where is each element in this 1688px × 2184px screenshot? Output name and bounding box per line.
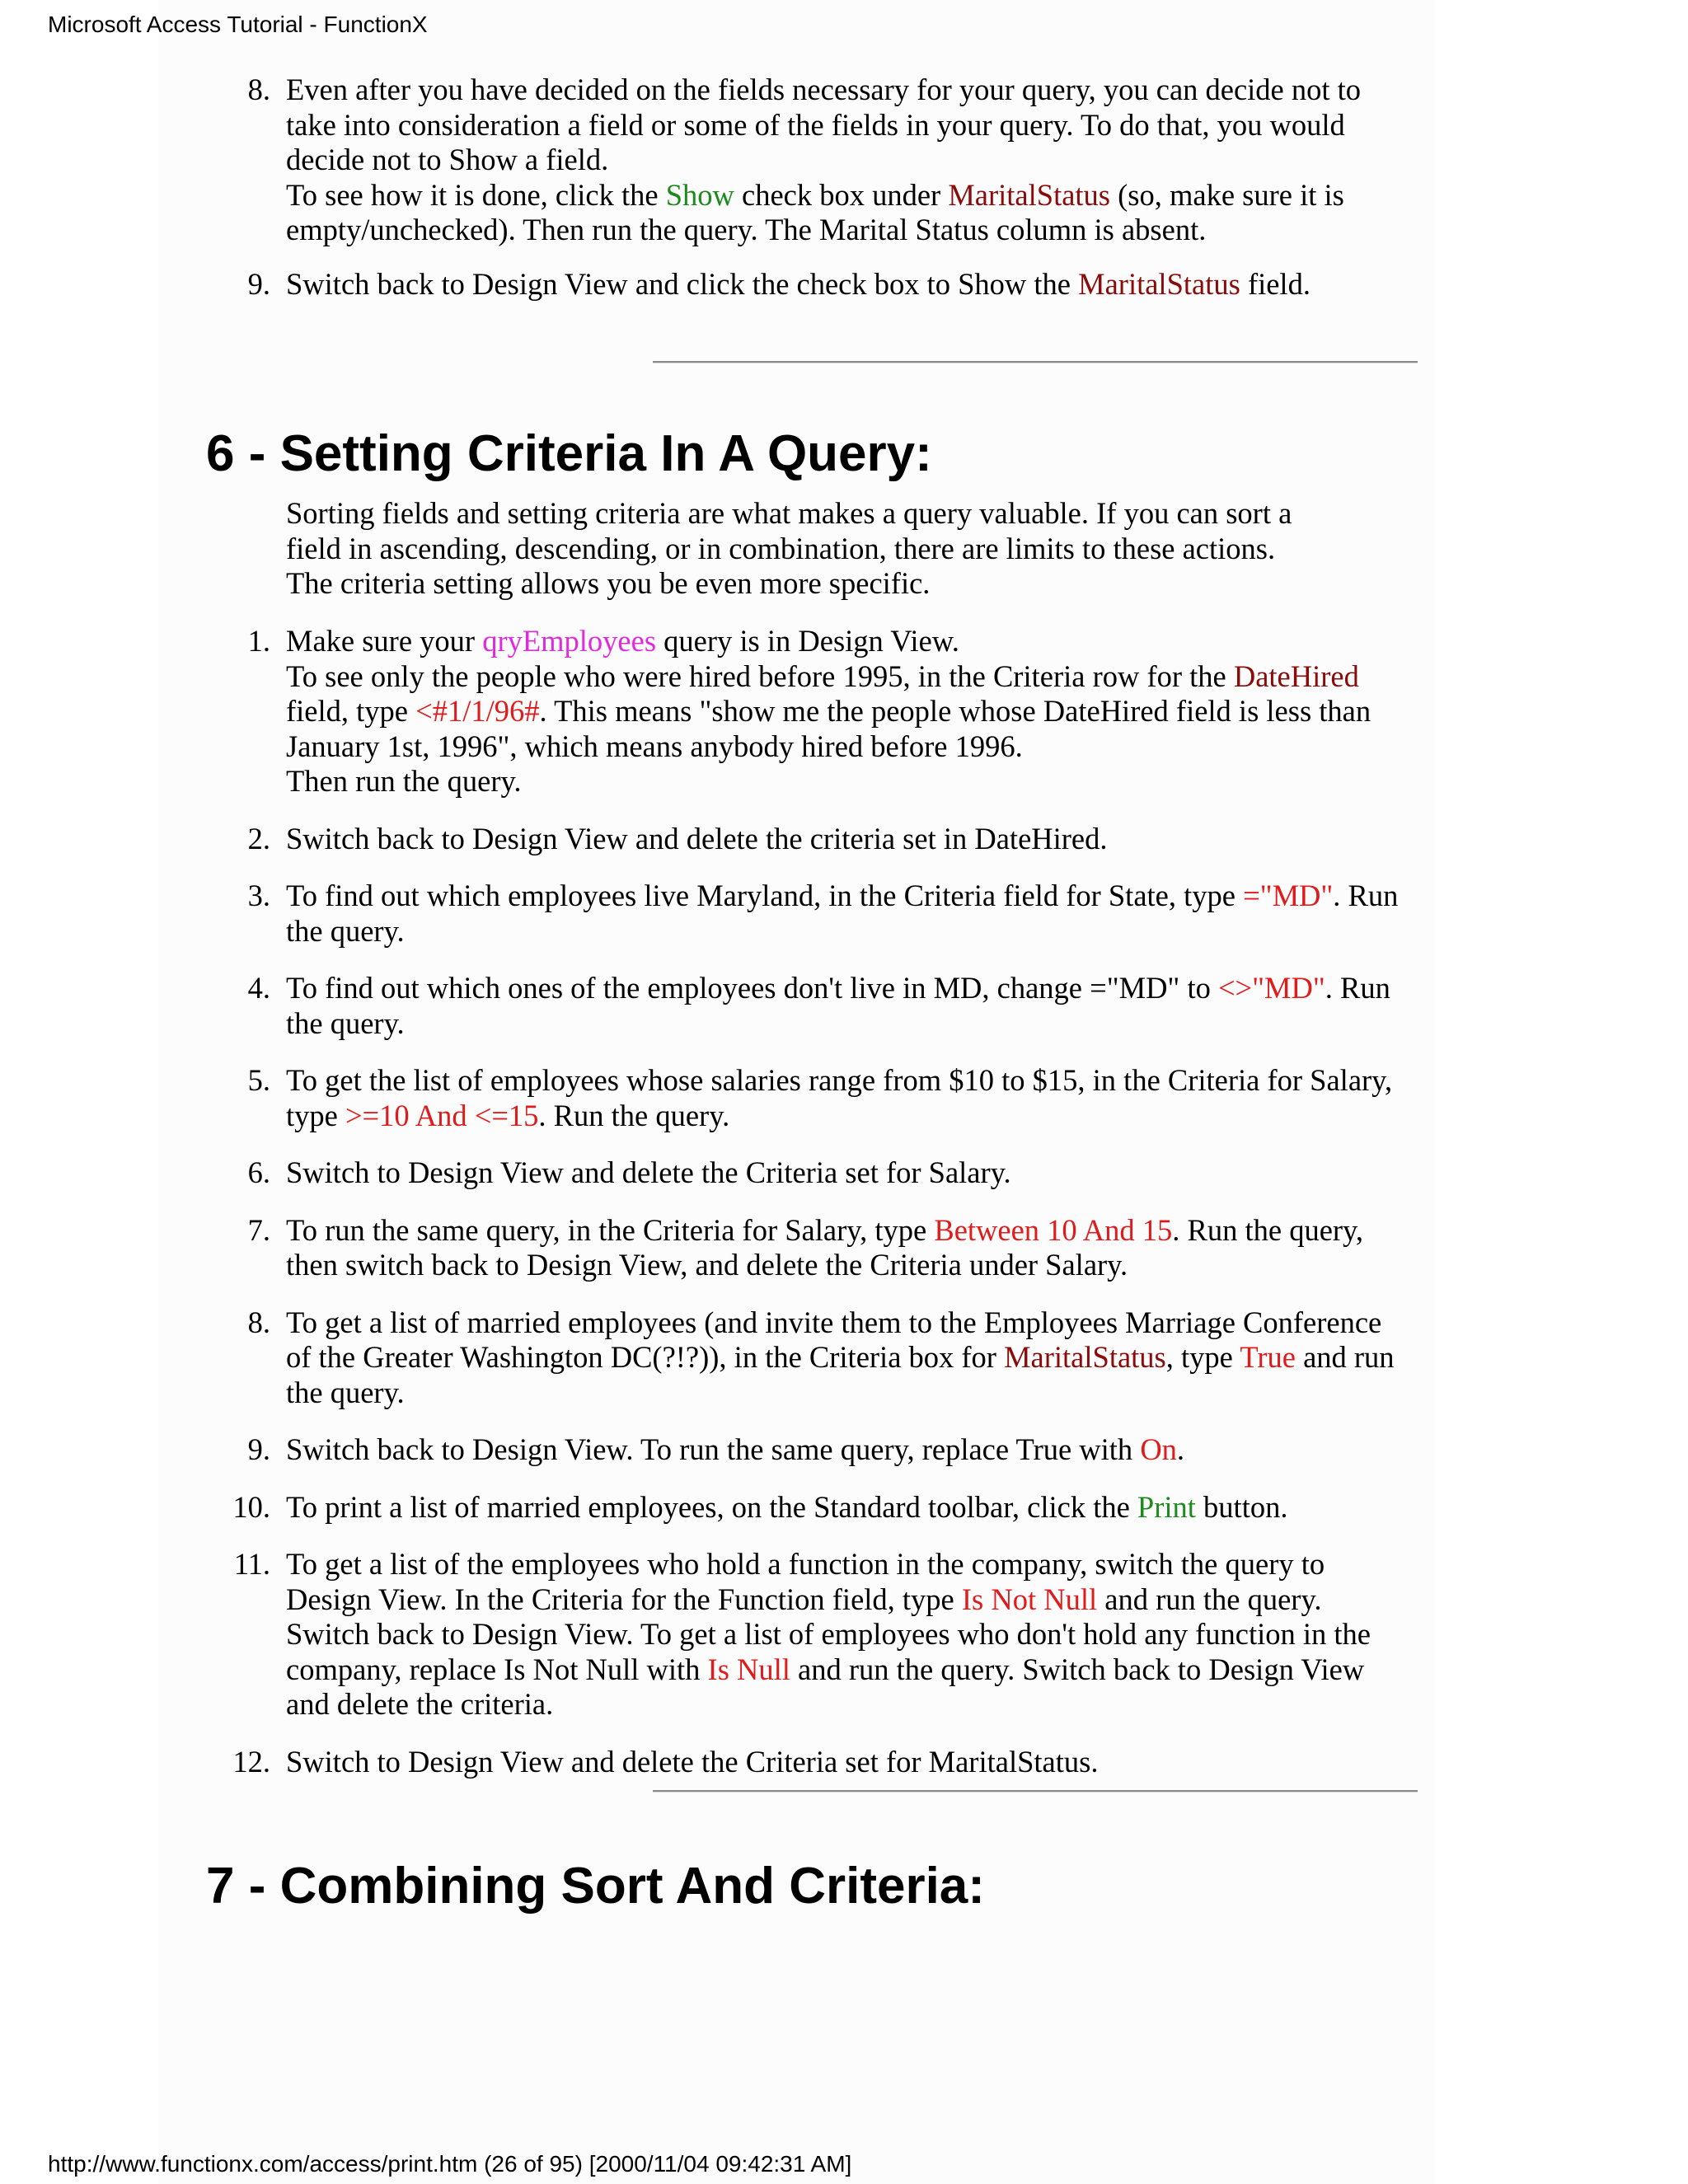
list-item: 8. To get a list of married employees (and invite them to the Employees Marriage Conference of the Greater Washington DC(?!?)), in the Criteria box for MaritalStatus, type True and run the query.	[0, 1305, 1432, 1411]
item-number: 10.	[232, 1489, 270, 1524]
field-name: MaritalStatus	[948, 177, 1111, 212]
criteria-expression: Between 10 And 15	[934, 1212, 1173, 1247]
item-number: 8.	[247, 73, 270, 106]
item-number: 6.	[247, 1155, 270, 1189]
item-number: 9.	[247, 1432, 270, 1466]
field-name: MaritalStatus	[1078, 267, 1240, 301]
list-item: 5. To get the list of employees whose salaries range from $10 to $15, in the Criteria for Salary, type >=10 And <=15. Run the query.	[0, 1063, 1432, 1133]
list-item: 10. To print a list of married employees, on the Standard toolbar, click the Print button.	[0, 1490, 1432, 1526]
section-heading: 6 - Setting Criteria In A Query:	[206, 425, 932, 482]
list-item: 9. Switch back to Design View. To run the same query, replace True with On.	[0, 1432, 1432, 1468]
field-name: DateHired	[1233, 658, 1359, 693]
item-number: 12.	[232, 1744, 270, 1779]
item-number: 8.	[247, 1305, 270, 1339]
criteria-steps-list	[0, 624, 1432, 1802]
browser-print-header: Microsoft Access Tutorial - FunctionX	[48, 12, 428, 37]
criteria-expression: <>"MD"	[1217, 971, 1325, 1005]
criteria-expression: >=10 And <=15	[345, 1098, 539, 1132]
list-item: 1. Make sure your qryEmployees query is in Design View. To see only the people who were hired before 1995, in the Criteria row for the DateHired field, type <#1/1/96#. This means "show me the people whose DateHired field is less than January 1st, 1996", which means anybody hired before 1996. Then run the query.	[0, 624, 1432, 799]
query-name: qryEmployees	[482, 624, 657, 658]
list-item: 8. Even after you have decided on the fields necessary for your query, you can decide not to take into consideration a field or some of the fields in your query. To do that, you would decide not to Show a field. To see how it is done, click the Show check box under MaritalStatus (so, make sure it is empty/unchecked). Then run the query. The Marital Status column is absent.	[0, 73, 1432, 247]
list-item: 7. To run the same query, in the Criteria for Salary, type Between 10 And 15. Run the query, then switch back to Design View, and delete the Criteria under Salary.	[0, 1213, 1432, 1283]
list-item: 6. Switch to Design View and delete the Criteria set for Salary.	[0, 1155, 1432, 1191]
criteria-expression: <#1/1/96#	[415, 694, 540, 728]
list-item: 4. To find out which ones of the employees don't live in MD, change ="MD" to <>"MD". Run the query.	[0, 971, 1432, 1041]
item-number: 4.	[247, 971, 270, 1005]
criteria-expression: ="MD"	[1243, 879, 1334, 912]
browser-print-footer: http://www.functionx.com/access/print.htm (26 of 95) [2000/11/04 09:42:31 AM]	[48, 2151, 852, 2177]
list-item: 2. Switch back to Design View and delete the criteria set in DateHired.	[0, 822, 1432, 857]
item-number: 3.	[247, 879, 270, 912]
item-number: 11.	[233, 1547, 270, 1581]
criteria-expression: Is Null	[707, 1652, 790, 1686]
item-number: 5.	[247, 1063, 270, 1097]
field-name: MaritalStatus	[1004, 1340, 1166, 1374]
ui-term: Print	[1137, 1489, 1196, 1524]
list-item: 12. Switch to Design View and delete the Criteria set for MaritalStatus.	[0, 1745, 1432, 1780]
criteria-expression: True	[1240, 1340, 1296, 1374]
criteria-expression: On	[1140, 1432, 1177, 1466]
ui-term: Show	[665, 177, 734, 212]
list-item: 9. Switch back to Design View and click the check box to Show the MaritalStatus field.	[0, 267, 1432, 302]
horizontal-rule	[653, 361, 1418, 363]
item-number: 7.	[247, 1212, 270, 1247]
list-item: 3. To find out which employees live Maryland, in the Criteria field for State, type ="MD". Run the query.	[0, 879, 1432, 949]
section-heading: 7 - Combining Sort And Criteria:	[206, 1858, 985, 1915]
item-number: 1.	[247, 624, 270, 658]
item-number: 9.	[247, 267, 270, 301]
criteria-expression: Is Not Null	[961, 1582, 1098, 1616]
previous-steps-list	[0, 73, 1432, 302]
list-item: 11. To get a list of the employees who hold a function in the company, switch the query to Design View. In the Criteria for the Function field, type Is Not Null and run the query. Switch back to Design View. To get a list of employees who don't hold any function in the company, replace Is Not Null with Is Null and run the query. Switch back to Design View and delete the criteria.	[0, 1547, 1432, 1722]
item-number: 2.	[247, 821, 270, 855]
horizontal-rule	[653, 1790, 1418, 1793]
section-intro: Sorting fields and setting criteria are what makes a query valuable. If you can sort a field in ascending, descending, or in combination, there are limits to these actions. The criteria setting allows you be even more specific.	[286, 496, 1292, 600]
